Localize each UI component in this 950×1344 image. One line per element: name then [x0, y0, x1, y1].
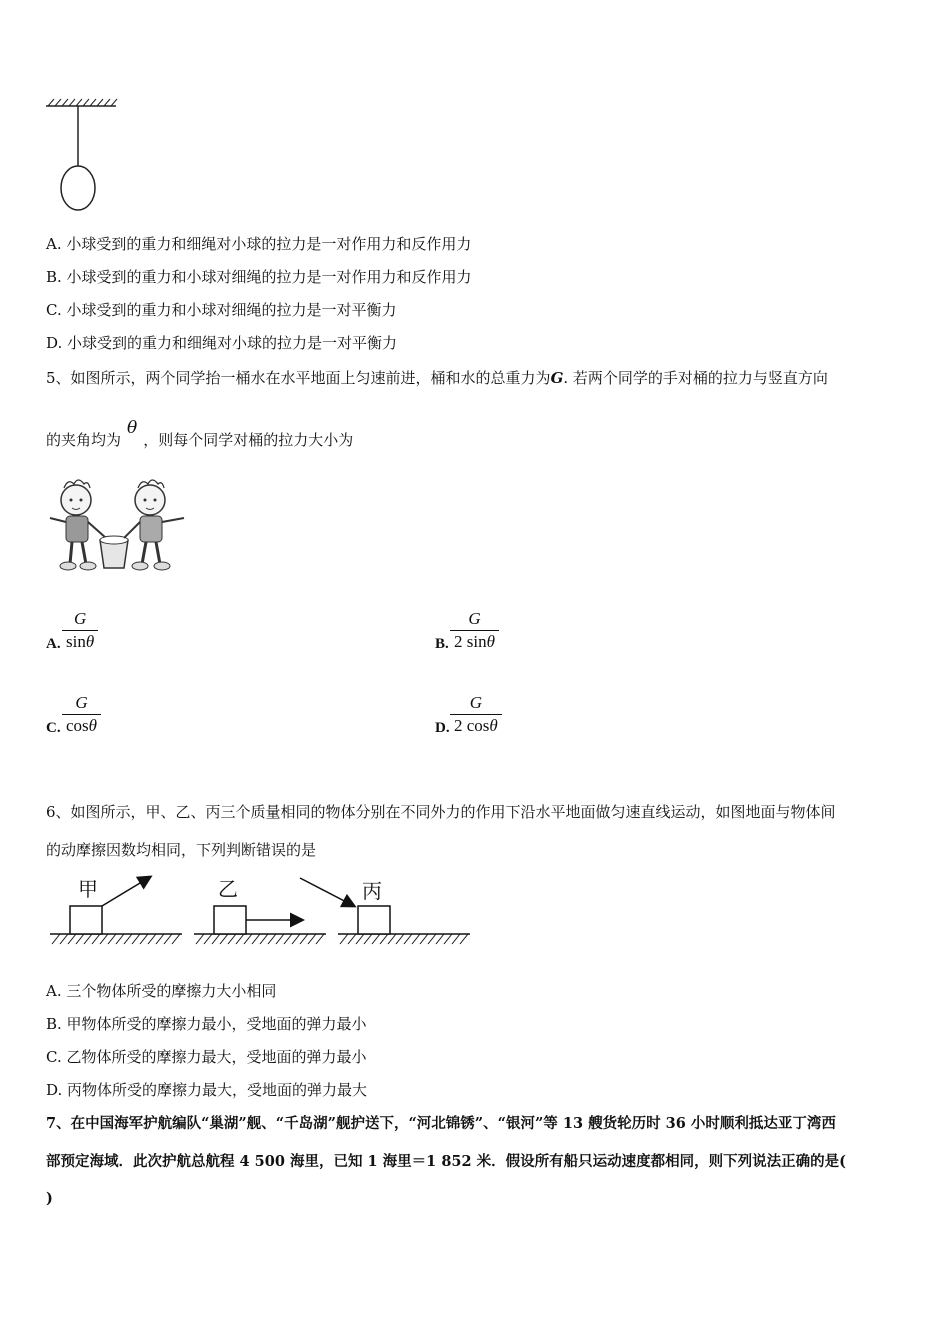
theta-symbol: θ [127, 418, 138, 438]
q4-option-b: B. 小球受到的重力和小球对细绳的拉力是一对作用力和反作用力 [46, 268, 472, 286]
q5-stem-line1: 5、如图所示，两个同学抬一桶水在水平地面上匀速前进，桶和水的总重力为G. 若两个同学的手对桶的拉力与竖直方向 [46, 369, 828, 387]
q5-option-a-label: A. [46, 636, 61, 652]
q5-option-b-label: B. [435, 636, 449, 652]
q7-stem-line1: 7、在中国海军护航编队“巢湖”舰、“千岛湖”舰护送下，“河北锦锈”、“银河”等 13 艘货轮历时 36 小时顺利抵达亚丁湾西 [46, 1115, 836, 1132]
q5-option-d-label: D. [435, 720, 450, 736]
q6-option-a: A. 三个物体所受的摩擦力大小相同 [46, 982, 277, 1000]
q6-option-b: B. 甲物体所受的摩擦力最小，受地面的弹力最小 [46, 1015, 367, 1033]
q6-option-c: C. 乙物体所受的摩擦力最大，受地面的弹力最小 [46, 1048, 367, 1066]
figure-label-yi: 乙 [218, 877, 238, 901]
three-blocks-figure [48, 870, 478, 950]
q4-option-d: D. 小球受到的重力和细绳对小球的拉力是一对平衡力 [46, 334, 398, 352]
q5-option-c-fraction: $\frac{G}{\cos\theta}$ [62, 692, 101, 737]
q5-option-b-fraction: $\frac{G}{2 \sin\theta}$ [450, 608, 499, 653]
students-carrying-bucket-figure [44, 478, 194, 578]
q5-option-d-fraction: $\frac{G}{2 \cos\theta}$ [450, 692, 502, 737]
q4-option-a: A. 小球受到的重力和细绳对小球的拉力是一对作用力和反作用力 [46, 235, 472, 253]
q5-option-a-fraction: $\frac{G}{\sin\theta}$ [62, 608, 98, 653]
q6-stem-line1: 6、如图所示，甲、乙、丙三个质量相同的物体分别在不同外力的作用下沿水平地面做匀速直线运动，如图地面与物体间 [46, 803, 836, 821]
q5-stem-line2: 的夹角均为θ，则每个同学对桶的拉力大小为 [46, 418, 354, 449]
q4-option-c: C. 小球受到的重力和小球对细绳的拉力是一对平衡力 [46, 301, 397, 319]
figure-label-bing: 丙 [362, 879, 382, 903]
q5-option-c-label: C. [46, 720, 61, 736]
figure-label-jia: 甲 [78, 877, 98, 901]
q6-option-d: D. 丙物体所受的摩擦力最大，受地面的弹力最大 [46, 1081, 368, 1099]
q6-stem-line2: 的动摩擦因数均相同，下列判断错误的是 [46, 841, 317, 859]
hanging-ball-figure [44, 96, 124, 216]
q7-stem-line3: ) [46, 1190, 53, 1207]
q7-stem-line2: 部预定海域．此次护航总航程 4 500 海里，已知 1 海里＝1 852 米．假设所有船只运动速度都相同，则下列说法正确的是( [46, 1153, 846, 1170]
